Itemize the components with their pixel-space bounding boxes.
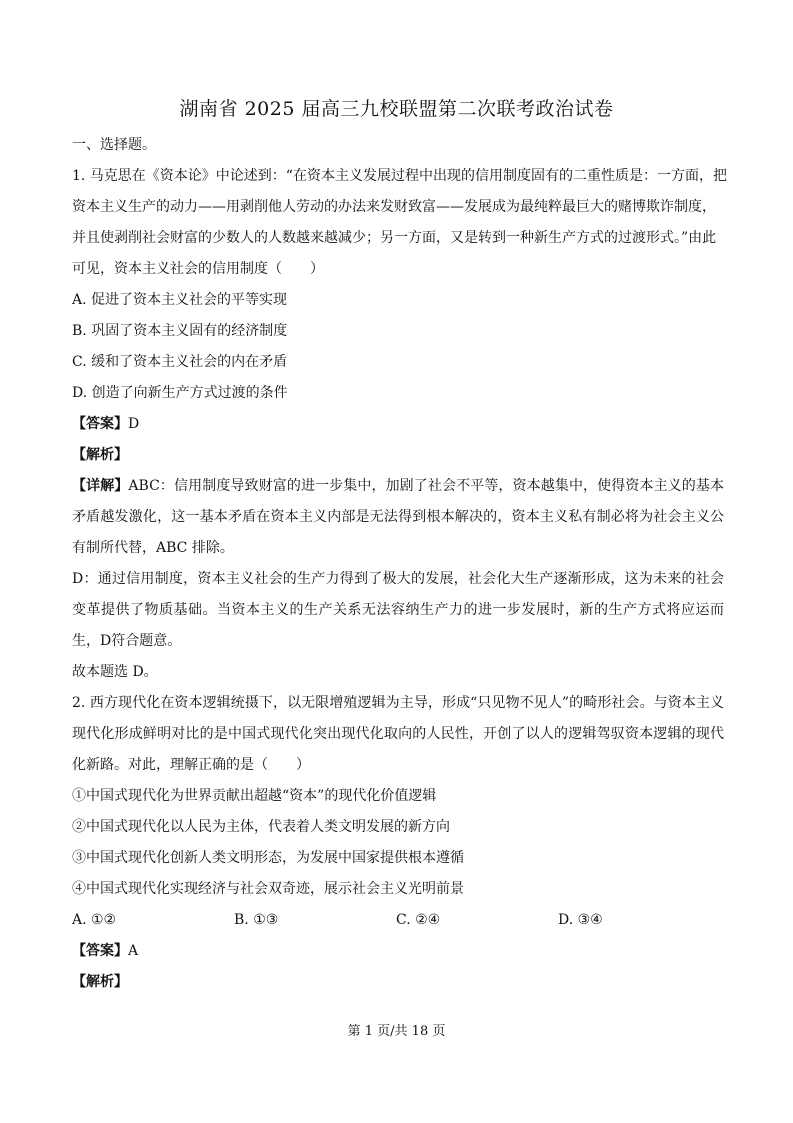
q2-option-c: C. ②④ [396, 912, 441, 928]
q2-answer-value: A [128, 943, 139, 959]
q1-detail-para-2: D：通过信用制度，资本主义社会的生产力得到了极大的发展，社会化大生产逐渐形成，这为未来的社会变革提供了物质基础。当资本主义的生产关系无法容纳生产力的进一步发展时，新的生产方式将应运而生，D符合题意。 [72, 571, 724, 649]
q2-option-a: A. ①② [72, 912, 117, 928]
q1-option-b: B. 巩固了资本主义固有的经济制度 [72, 323, 288, 339]
q2-stem: 2. 西方现代化在资本逻辑统摄下，以无限增殖逻辑为主导，形成“只见物不见人”的畸形社会。与资本主义现代化形成鲜明对比的是中国式现代化突出现代化取向的人民性，开创了以人的逻辑驾驭资本逻辑的现代化新路。对此，理解正确的是（ ） [72, 695, 724, 773]
q1-stem-line-4: 可见，资本主义社会的信用制度（ ） [72, 261, 324, 277]
q1-analysis-label: 【解析】 [72, 447, 128, 463]
q1-stem-line-2: 资本主义生产的动力——用剥削他人劳动的办法来发财致富——发展成为最纯粹最巨大的赌博欺诈制度， [72, 199, 716, 215]
q1-stem-line-3: 并且使剥削社会财富的少数人的人数越来越减少；另一方面，又是转到一种新生产方式的过渡形式。”由此 [72, 230, 717, 246]
page-number: 第 1 页/共 18 页 [347, 1024, 446, 1039]
q1-detail-para-1 [72, 471, 724, 564]
section-heading: 一、选择题。 [72, 137, 156, 153]
document-body [72, 130, 727, 998]
q2-options [72, 905, 724, 936]
q1-conclusion: 故本题选 D。 [72, 664, 158, 680]
q1-option-c: C. 缓和了资本主义社会的内在矛盾 [72, 354, 288, 370]
q1-option-d: D. 创造了向新生产方式过渡的条件 [72, 385, 288, 401]
q1-option-a: A. 促进了资本主义社会的平等实现 [72, 292, 288, 308]
q2-statement-4: ④中国式现代化实现经济与社会双奇迹，展示社会主义光明前景 [72, 881, 464, 897]
q2-answer-label: 【答案】 [72, 943, 128, 959]
question-2 [72, 688, 724, 998]
q1-answer-value: D [128, 416, 140, 432]
q2-analysis-label: 【解析】 [72, 974, 128, 990]
q2-statement-1: ①中国式现代化为世界贡献出超越“资本”的现代化价值逻辑 [72, 788, 437, 804]
q2-statement-3: ③中国式现代化创新人类文明形态，为发展中国家提供根本遵循 [72, 850, 464, 866]
q2-statement-2: ②中国式现代化以人民为主体，代表着人类文明发展的新方向 [72, 819, 450, 835]
q2-answer [72, 936, 724, 967]
q1-answer-label: 【答案】 [72, 416, 128, 432]
q1-detail-text-1: ABC：信用制度导致财富的进一步集中，加剧了社会不平等，资本越集中，使得资本主义的基本矛盾越发激化，这一基本矛盾在资本主义内部是无法得到根本解决的，资本主义私有制必将为社会主义公有制所代替，ABC 排除。 [72, 478, 724, 556]
q2-option-b: B. ①③ [234, 912, 279, 928]
page-title: 湖南省 2025 届高三九校联盟第二次联考政治试卷 [179, 98, 614, 120]
q1-stem-line-1: 1. 马克思在《资本论》中论述到：“在资本主义发展过程中出现的信用制度固有的二重性质是：一方面，把 [72, 168, 727, 184]
q1-detail-label: 【详解】 [72, 478, 129, 494]
q2-option-d: D. ③④ [558, 912, 603, 928]
question-1 [72, 161, 727, 688]
q1-answer [72, 409, 724, 440]
